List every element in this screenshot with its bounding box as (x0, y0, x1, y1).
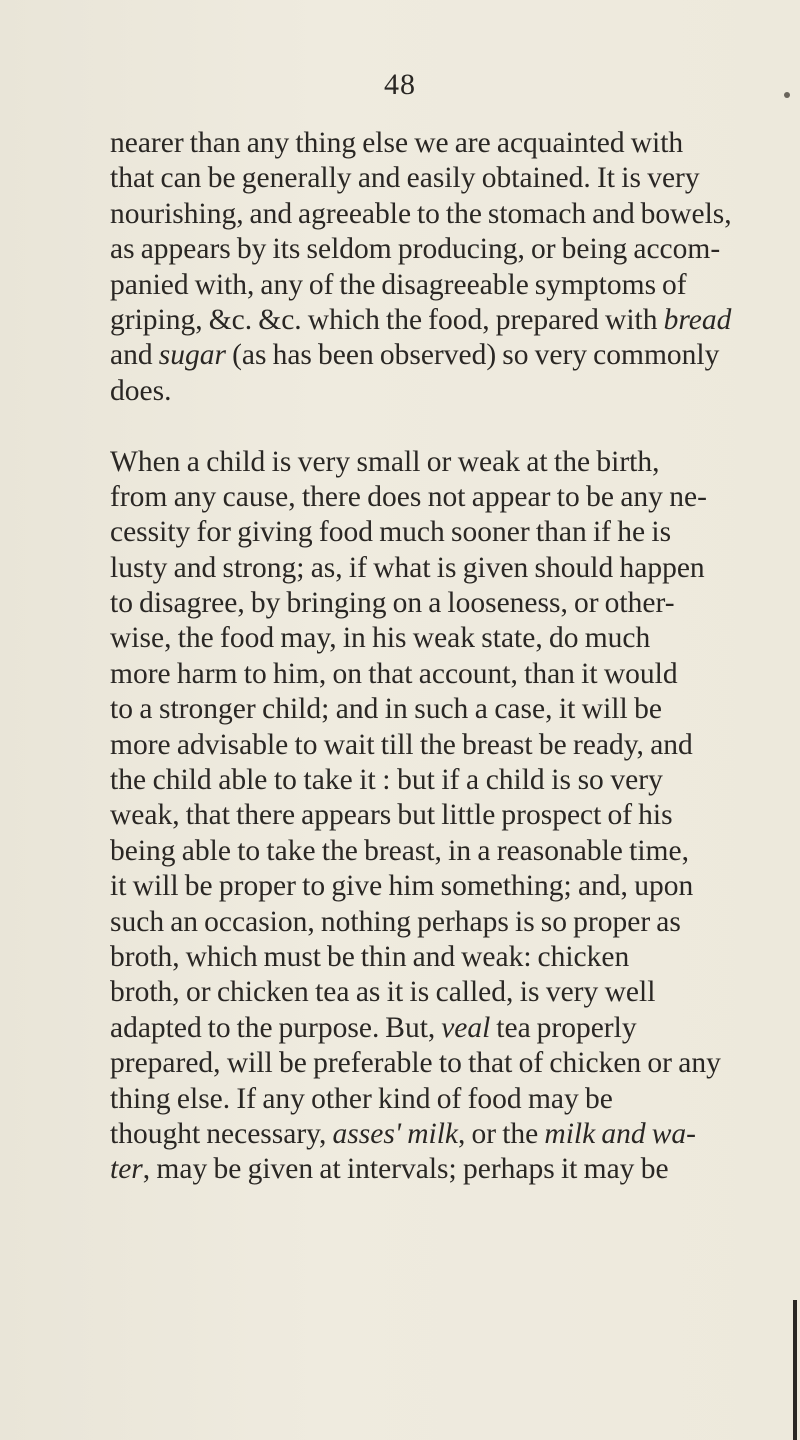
paragraph-break (110, 409, 800, 444)
text-line: prepared, will be preferable to that of chicken or any (110, 1047, 721, 1080)
text-line: such an occasion, nothing perhaps is so proper as (110, 905, 681, 938)
text-line: broth, which must be thin and weak: chicken (110, 940, 630, 973)
text-line: that can be generally and easily obtained. It is very (110, 162, 700, 195)
text-line: it will be proper to give him something; and, upon (110, 870, 694, 903)
text-line: as appears by its seldom producing, or being accom- (110, 233, 721, 266)
text-line: nourishing, and agreeable to the stomach and bowels, (110, 197, 732, 230)
text-line: cessity for giving food much sooner than if he is (110, 516, 672, 549)
text-line: adapted to the purpose. But, veal tea properly (110, 1011, 637, 1044)
text-line: more advisable to wait till the breast be ready, and (110, 728, 693, 761)
text-line: ter, may be given at intervals; perhaps it may be (110, 1153, 669, 1186)
text-line: weak, that there appears but little prospect of his (110, 799, 673, 832)
text-line: When a child is very small or weak at the birth, (110, 445, 660, 478)
text-line: to disagree, by bringing on a looseness, or other- (110, 587, 675, 620)
text-line: griping, &c. &c. which the food, prepared with bread (110, 303, 732, 336)
text-line: from any cause, there does not appear to be any ne- (110, 480, 707, 513)
text-line: more harm to him, on that account, than it would (110, 657, 678, 690)
text-line: and sugar (as has been observed) so very commonly (110, 339, 720, 372)
text-line: thing else. If any other kind of food may be (110, 1082, 613, 1115)
text-line: thought necessary, asses' milk, or the milk and wa- (110, 1117, 696, 1150)
page-edge-shadow (793, 1300, 797, 1440)
text-line: wise, the food may, in his weak state, do much (110, 622, 651, 655)
body-text (110, 126, 800, 1188)
text-line: the child able to take it : but if a child is so very (110, 764, 663, 797)
text-line: lusty and strong; as, if what is given should happen (110, 551, 705, 584)
text-line: broth, or chicken tea as it is called, is very well (110, 976, 656, 1009)
text-line: nearer than any thing else we are acquainted with (110, 127, 684, 159)
text-line: does. (110, 374, 172, 407)
page-number: 48 (384, 68, 416, 101)
text-line: being able to take the breast, in a reasonable time, (110, 834, 689, 867)
text-line: panied with, any of the disagreeable symptoms of (110, 268, 687, 301)
text-line: to a stronger child; and in such a case, it will be (110, 693, 662, 726)
